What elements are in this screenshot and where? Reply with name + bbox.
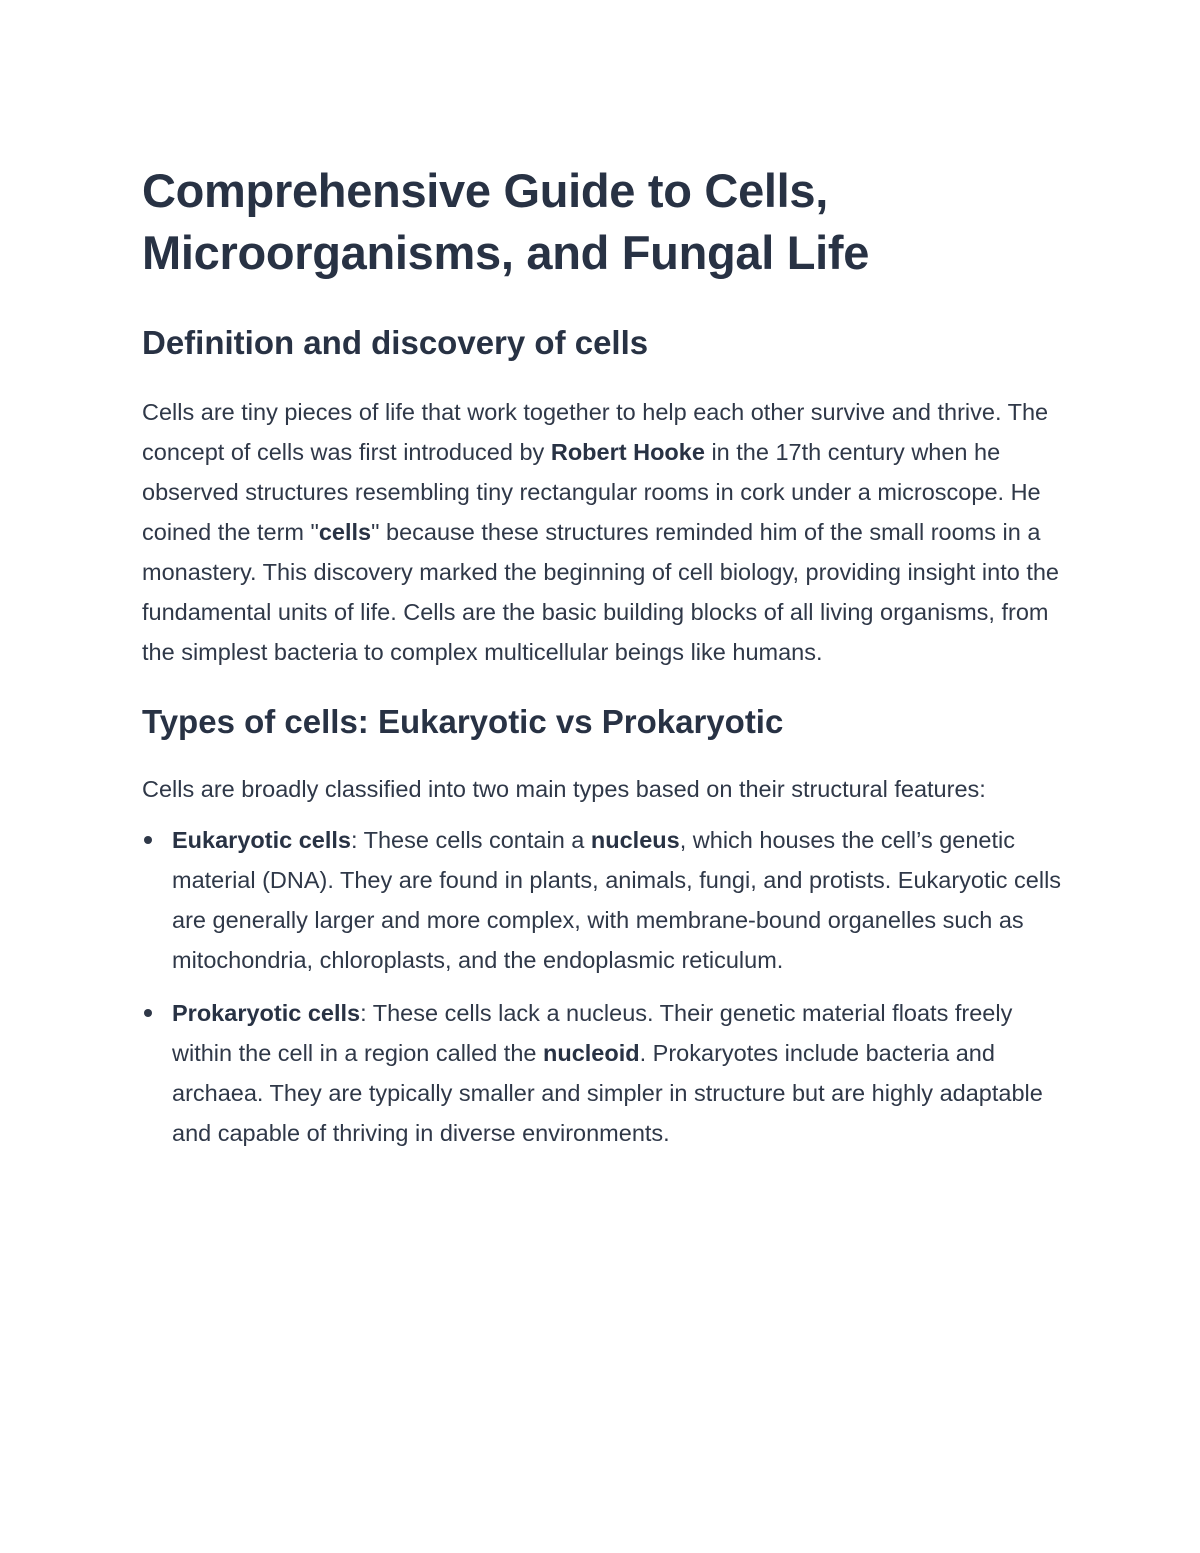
types-intro-paragraph: Cells are broadly classified into two main types based on their structural features: <box>142 776 986 802</box>
bold-term: cells <box>318 519 372 545</box>
paragraph-text: because these structures reminded him of the small rooms in a monastery. This discovery marked the beginning of cell biology, providing insight into the fundamental units of life. Cells are the basic building blocks of all living organisms, from the simplest bacteria to complex multicellular beings like humans. <box>142 519 1059 665</box>
list-item-term: Prokaryotic cells <box>172 1000 361 1026</box>
quote-mark: " <box>371 519 380 545</box>
section-heading-discovery: Definition and discovery of cells <box>142 324 649 361</box>
list-item-text: : These cells lack a nucleus. Their genetic material floats freely within the cell in a region called the <box>172 1000 1013 1066</box>
page-title: Comprehensive Guide to Cells, Microorganisms, and Fungal Life <box>142 164 870 279</box>
paragraph-text: in the 17th century when he observed structures resembling tiny rectangular rooms in cork under a microscope. He coined the term <box>142 439 1041 545</box>
bold-term: nucleoid <box>543 1040 640 1066</box>
list-item-term: Eukaryotic cells <box>172 827 351 853</box>
cell-types-list <box>142 820 1062 1153</box>
section-heading-types: Types of cells: Eukaryotic vs Prokaryotic <box>142 703 784 740</box>
list-item <box>142 993 1062 1153</box>
list-item <box>142 820 1062 980</box>
document-page <box>142 160 1062 1166</box>
paragraph-text: Cells are tiny pieces of life that work together to help each other survive and thrive. The concept of cells was first introduced by <box>142 399 1049 465</box>
list-item-text: : These cells contain a <box>350 827 591 853</box>
discovery-paragraph <box>142 392 1062 672</box>
bullet-icon <box>144 1009 152 1017</box>
bullet-icon <box>144 836 152 844</box>
bold-term: Robert Hooke <box>550 439 705 465</box>
bold-term: nucleus <box>590 827 680 853</box>
list-item-text: , which houses the cell’s genetic material (DNA). They are found in plants, animals, fungi, and protists. Eukaryotic cells are generally larger and more complex, with membrane-bound organelles such as mitochondria, chloroplasts, and the endoplasmic reticulum. <box>172 827 1062 973</box>
list-item-text: . Prokaryotes include bacteria and archaea. They are typically smaller and simpler in structure but are highly adaptable and capable of thriving in diverse environments. <box>172 1040 1043 1146</box>
quote-mark: " <box>310 519 319 545</box>
